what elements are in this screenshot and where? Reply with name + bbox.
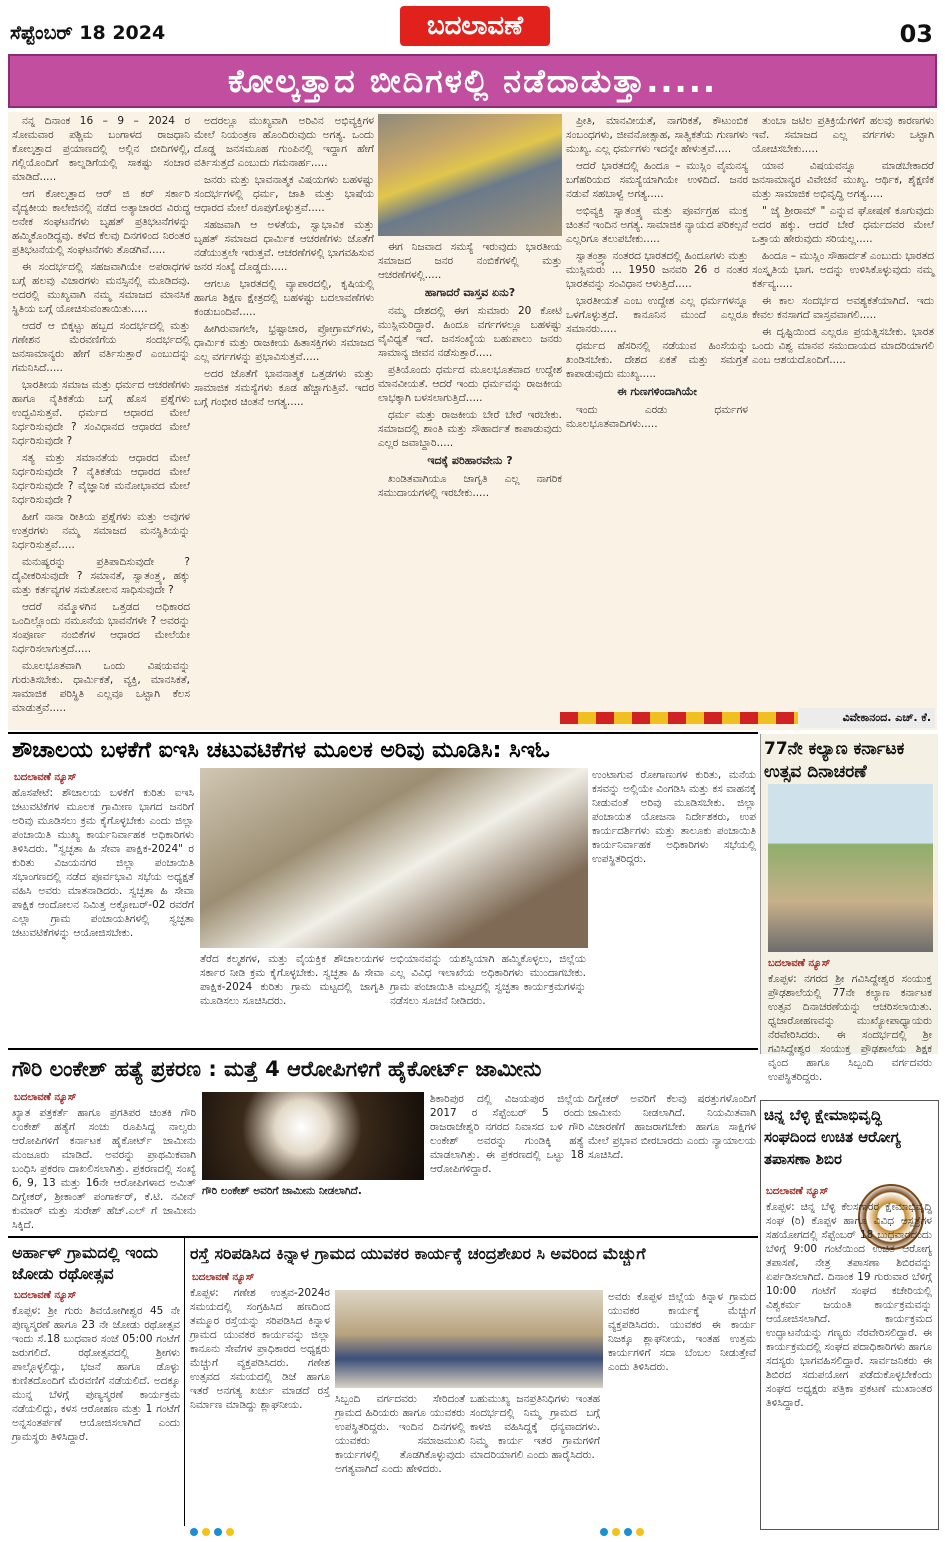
article-column: ಅಭಿಯಾನವನ್ನು ಯಶಸ್ವಿಯಾಗಿ ಹಮ್ಮಿಕೊಳ್ಳಲು, ಜಿಲ್ಲೆಯ ಎಲ್ಲ ವಿವಿಧ ಇಲಾಖೆಯ ಅಧಿಕಾರಿಗಳು ಮುಂದಾಗಬೇಕು. ಗ್ರಾಮ ಪಂಚಾಯಿತಿ ಮಟ್ಟದಲ್ಲಿ ಸ್ವಚ್ಛತಾ ಕಾರ್ಯಕ್ರಮಗಳನ್ನು ನಡೆಸಲು ಸೂಚನೆ ನೀಡಿದರು. bbox=[390, 953, 586, 1007]
paragraph: ಯಾವ ವಿಷಯವನ್ನೂ ಮಾಡಬೇಕಾದರೆ ಜನಸಾಮಾನ್ಯರ ವಿವೇಚನೆ ಮುಖ್ಯ. ಆರ್ಥಿಕ, ಶೈಕ್ಷಣಿಕ ಮತ್ತು ಸಾಮಾಜಿಕ ಅಭಿವೃದ್ಧಿ ಅಗತ್ಯ..... bbox=[752, 160, 934, 200]
paragraph: ಸ್ವಾತಂತ್ರ್ಯಾ ನಂತರದ ಭಾರತದಲ್ಲಿ ಹಿಂದೂಗಳು ಮತ್ತು ಮುಸ್ಲಿಮರು ... 1950 ಜನವರಿ 26 ರ ನಂತರ ಭಾರತವನ್ನು ಸಂವಿಧಾನ ಆಳುತ್ತಿದೆ..... bbox=[566, 250, 748, 290]
paragraph: ಈ ದೃಷ್ಟಿಯಿಂದ ಎಲ್ಲರೂ ಪ್ರಯತ್ನಿಸಬೇಕು. ಭಾರತ ಒಂದು ವಿಶ್ವ ಮಾನವ ಸಮುದಾಯದ ಮಾದರಿಯಾಗಲಿ ಎಂಬ ಆಶಯದೊಂದಿಗೆ..... bbox=[752, 326, 934, 366]
paragraph: ಹೀಗಿರುವಾಗಲೇ, ಭ್ರಷ್ಟಾಚಾರ, ಪ್ರೋಗ್ರಾಮ್‌ಗಳು, ಧಾರ್ಮಿಕ ಮತ್ತು ರಾಜಕೀಯ ಹಿತಾಸಕ್ತಿಗಳು ಸಮಾಜದ ಎಲ್ಲ ವರ್ಗಗಳನ್ನು ಪ್ರಭಾವಿಸುತ್ತವೆ..... bbox=[194, 323, 374, 363]
paragraph: ಮೂಲಭೂತವಾಗಿ ಒಂದು ವಿಷಯವನ್ನು ಗುರುತಿಸಬೇಕು. ಧಾರ್ಮಿಕತೆ, ವ್ಯಕ್ತಿ, ಮಾನಸಿಕತೆ, ಸಾಮಾಜಿಕ ಪರಿಸ್ಥಿತಿ ಎಲ್ಲವೂ ಒಟ್ಟಾಗಿ ಕೆಲಸ ಮಾಡುತ್ತವೆ..... bbox=[12, 660, 190, 714]
paragraph: ಆದರೆ ನಮ್ಮೊಳಗಿನ ಒತ್ತಡದ ಅಧಿಕಾರದ ಒಂದಿಲ್ಲೊಂದು ನಮೂನೆಯ ಭಾವನೆಗಳೇ ? ಅವರನ್ನು ಸಂಪೂರ್ಣ ನಂಬಿಕೆಗಳ ಆಧಾರದ ಮೇಲೆಯೇ ನಿರ್ಧರಿಸಲಾಗುತ್ತದೆ..... bbox=[12, 601, 190, 655]
feature-title: ಕೋಲ್ಕತ್ತಾದ ಬೀದಿಗಳಲ್ಲಿ ನಡೆದಾಡುತ್ತಾ..... bbox=[227, 62, 718, 100]
sidebar-body: ಕೊಪ್ಪಳ: ಚಿನ್ನ ಬೆಳ್ಳಿ ಕೆಲಸಗಾರರ ಕ್ಷೇಮಾಭಿವೃದ್ಧಿ ಸಂಘ (ರಿ) ಕೊಪ್ಪಳ ಹಾಗೂ ವಿವಿಧ ಆಸ್ಪತ್ರೆಗಳ ಸಹಯೋಗದಲ್ಲಿ ಸೆಪ್ಟೆಂಬರ್ 18 ಬುಧವಾರದಂದು ಬೆಳಿಗ್ಗೆ 9:00 ಗಂಟೆಯಿಂದ ಉಚಿತ ಆರೋಗ್ಯ ತಪಾಸಣೆ, ನೇತ್ರ ತಪಾಸಣಾ ಶಿಬಿರವನ್ನು ಏರ್ಪಡಿಸಲಾಗಿದೆ. ದಿನಾಂಕ 19 ಗುರುವಾರ ಬೆಳಿಗ್ಗೆ 10:00 ಗಂಟೆಗೆ ಸಂಘದ ಕಚೇರಿಯಲ್ಲಿ ವಿಶ್ವಕರ್ಮ ಜಯಂತಿ ಕಾರ್ಯಕ್ರಮವನ್ನು ಆಯೋಜಿಸಲಾಗಿದೆ. ಕಾರ್ಯಕ್ರಮದ ಉದ್ಘಾಟನೆಯನ್ನು ಗಣ್ಯರು ನೆರವೇರಿಸಲಿದ್ದಾರೆ. ಈ ಕಾರ್ಯಕ್ರಮದಲ್ಲಿ ಸಂಘದ ಪದಾಧಿಕಾರಿಗಳು ಹಾಗೂ ಸದಸ್ಯರು ಭಾಗವಹಿಸಲಿದ್ದಾರೆ. ಸಾರ್ವಜನಿಕರು ಈ ಶಿಬಿರದ ಸದುಪಯೋಗ ಪಡೆದುಕೊಳ್ಳಬೇಕೆಂದು ಸಂಘದ ಅಧ್ಯಕ್ಷರು ಪತ್ರಿಕಾ ಪ್ರಕಟಣೆ ಮುಖಾಂತರ ತಿಳಿಸಿದ್ದಾರೆ. bbox=[766, 1201, 932, 1409]
photo-caption: ಗೌರಿ ಲಂಕೇಶ್ ಅವರಿಗೆ ಜಾಮೀನು ನೀಡಲಾಗಿದೆ. bbox=[202, 1185, 362, 1197]
flag-hoisting-photo bbox=[768, 784, 933, 952]
dot bbox=[214, 1528, 222, 1536]
dot bbox=[226, 1528, 234, 1536]
paragraph: ಈ ಸಂದರ್ಭದಲ್ಲಿ ಸಹಜವಾಗಿಯೇ ಅಪರಾಧಗಳ ಬಗ್ಗೆ ಹಲವು ವಿಚಾರಗಳು ಮನಸ್ಸಿನಲ್ಲಿ ಮೂಡಿದವು. ಅದರಲ್ಲಿ ಮುಖ್ಯವಾಗಿ ನಮ್ಮ ಸಮಾಜದ ಮಾನಸಿಕ ಸ್ಥಿತಿಯ ಬಗ್ಗೆ ಯೋಚಿಸುವಂತಾಯಿತು..... bbox=[12, 261, 190, 315]
paragraph: ಇಂದು ಎರಡು ಧರ್ಮಗಳ ಮೂಲಭೂತವಾದಿಗಳು..... bbox=[566, 404, 748, 430]
newspaper-logo: ಬದಲಾವಣೆ bbox=[400, 6, 550, 46]
subheading: ಇದಕ್ಕೆ ಪರಿಹಾರವೇನು ? bbox=[427, 454, 513, 467]
article-column: ಕೊಪ್ಪಳ: ಗಣೇಶ ಉತ್ಸವ-2024ರ ಸಮಯದಲ್ಲಿ ಸಂಗ್ರಹಿಸಿದ ಹಣದಿಂದ ತಮ್ಮೂರ ರಸ್ತೆಯನ್ನು ಸರಿಪಡಿಸಿದ ಕಿನ್ನಾಳ ಗ್ರಾಮದ ಯುವಕರ ಕಾರ್ಯವನ್ನು ಜಿಲ್ಲಾ ಕಾನೂನು ಸೇವೆಗಳ ಪ್ರಾಧಿಕಾರದ ಅಧ್ಯಕ್ಷರು ಮೆಚ್ಚುಗೆ ವ್ಯಕ್ತಪಡಿಸಿದರು. ಗಣೇಶ ಉತ್ಸವದ ಸಮಯದಲ್ಲಿ ಡಿಜೆ ಹಾಗೂ ಇತರೆ ಅನಗತ್ಯ ಖರ್ಚು ಮಾಡದೆ ರಸ್ತೆ ನಿರ್ಮಾಣ ಮಾಡಿದ್ದು ಶ್ಲಾಘನೀಯ. bbox=[190, 1287, 330, 1411]
paragraph: ಭಾರತೀಯ ಸಮಾಜ ಮತ್ತು ಧರ್ಮದ ಆಚರಣೆಗಳು ಹಾಗೂ ನೈತಿಕತೆಯ ಬಗ್ಗೆ ಹೊಸ ಪ್ರಶ್ನೆಗಳು ಉದ್ಭವಿಸುತ್ತವೆ. ಧರ್ಮದ ಆಧಾರದ ಮೇಲೆ ನಿರ್ಧರಿಸುವುದೇ ? ಸಂವಿಧಾನದ ಆಧಾರದ ಮೇಲೆ ನಿರ್ಧರಿಸುವುದೇ ? bbox=[12, 379, 190, 447]
article-column: ಕೊಪ್ಪಳ: ಶ್ರೀ ಗುರು ಶಿವಯೋಗೀಶ್ವರ 45 ನೇ ಪುಣ್ಯಸ್ಮರಣೆ ಹಾಗೂ 23 ನೇ ಜೋಡು ರಥೋತ್ಸವ ಇಂದು ಸೆ.18 ಬುಧವಾರ ಸಂಜೆ 05:00 ಗಂಟೆಗೆ ಜರುಗಲಿದೆ. ರಥೋತ್ಸವದಲ್ಲಿ ಶ್ರೀಗಳು ಪಾಲ್ಗೊಳ್ಳಲಿದ್ದು, ಭಜನೆ ಹಾಗೂ ಡೊಳ್ಳು ಕುಣಿತದೊಂದಿಗೆ ಮೆರವಣಿಗೆ ನಡೆಯಲಿದೆ. ಅದಕ್ಕೂ ಮುನ್ನ ಬೆಳಗ್ಗೆ ಪುಣ್ಯಸ್ಮರಣೆ ಕಾರ್ಯಕ್ರಮ ನಡೆಯಲಿದ್ದು, ಕಳಸ ಆರೋಹಣ ಮತ್ತು 1 ಗಂಟೆಗೆ ಅನ್ನಸಂತರ್ಪಣೆ ಆಯೋಜಿಸಲಾಗಿದೆ ಎಂದು ಗ್ರಾಮಸ್ಥರು ತಿಳಿಸಿದ್ದಾರೆ. bbox=[12, 1305, 180, 1443]
article-column: ದಿಗ್ವೇಕರ್ ಅವರಿಗೆ ಕೆಲವು ಷರತ್ತುಗಳೊಂದಿಗೆ ಜಾಮೀನು ನೀಡಲಾಗಿದೆ. ನಿಯಮಿತವಾಗಿ ವಿಚಾರಣೆಗೆ ಹಾಜರಾಗಬೇಕು ಹಾಗೂ ಸಾಕ್ಷಿಗಳ ಮೇಲೆ ಪ್ರಭಾವ ಬೀರಬಾರದು ಎಂದು ನ್ಯಾಯಾಲಯ ಸೂಚಿಸಿದೆ. bbox=[588, 1093, 756, 1161]
divider bbox=[8, 1048, 758, 1050]
article-column: ಉಂಟಾಗುವ ರೋಗಾಣುಗಳ ಕುರಿತು, ಮನೆಯ ಕಸವನ್ನು ಅಲ್ಲಿಯೇ ವಿಂಗಡಿಸಿ ಮತ್ತು ಕಸ ವಾಹನಕ್ಕೆ ನೀಡುವಂತೆ ಅರಿವು ಮೂಡಿಸಬೇಕು. ಜಿಲ್ಲಾ ಪಂಚಾಯತ ಯೋಜನಾ ನಿರ್ದೇಶಕರು, ಉಪ ಕಾರ್ಯದರ್ಶಿಗಳು ಮತ್ತು ತಾಲೂಕು ಪಂಚಾಯಿತಿ ಕಾರ್ಯನಿರ್ವಾಹಕ ಅಧಿಕಾರಿಗಳು ಸಭೆಯಲ್ಲಿ ಉಪಸ್ಥಿತರಿದ್ದರು. bbox=[592, 769, 756, 865]
dot bbox=[190, 1528, 198, 1536]
feature-column-2 bbox=[194, 114, 374, 706]
paragraph: ಖಂಡಿತವಾಗಿಯೂ ಜಾಗೃತಿ ಎಲ್ಲ ನಾಗರಿಕ ಸಮುದಾಯಗಳಲ್ಲಿ ಇರಬೇಕು..... bbox=[378, 473, 562, 499]
feature-column-4 bbox=[566, 114, 748, 706]
paragraph: ಹೀಗೆ ನಾನಾ ರೀತಿಯ ಪ್ರಶ್ನೆಗಳು ಮತ್ತು ಅವುಗಳ ಉತ್ತರಗಳು ನಮ್ಮ ಸಮಾಜದ ಮನಸ್ಥಿತಿಯನ್ನು ನಿರ್ಧರಿಸುತ್ತವೆ..... bbox=[12, 511, 190, 551]
article-column: ಖ್ಯಾತ ಪತ್ರಕರ್ತೆ ಹಾಗೂ ಪ್ರಗತಿಪರ ಚಿಂತಕಿ ಗೌರಿ ಲಂಕೇಶ್ ಹತ್ಯೆಗೆ ಸಂಚು ರೂಪಿಸಿದ್ದ ನಾಲ್ವರು ಆರೋಪಿಗಳಿಗೆ ಕರ್ನಾಟಕ ಹೈಕೋರ್ಟ್ ಜಾಮೀನು ಮಂಜೂರು ಮಾಡಿದೆ. ಅವರನ್ನು ಪ್ರಾಥಮಿಕವಾಗಿ ಬಂಧಿಸಿ ಪ್ರಕರಣ ದಾಖಲಿಸಲಾಗಿತ್ತು. ಪ್ರಕರಣದಲ್ಲಿ ಸಂಖ್ಯೆ 6, 9, 13 ಮತ್ತು 16ನೇ ಆರೋಪಿಗಳಾದ ಅಮಿತ್ ದಿಗ್ವೇಕರ್, ಶ್ರೀಕಾಂತ್ ಪಂಗಾರ್ಕರ್, ಕೆ.ಟಿ. ನವೀನ್ ಕುಮಾರ್ ಮತ್ತು ಸುರೇಶ್ ಹೆಚ್.ಎಲ್ ಗೆ ಜಾಮೀನು ಸಿಕ್ಕಿದೆ. bbox=[12, 1107, 196, 1231]
article-column: ತೆರೆದ ಕಲ್ಮಶಗಳ, ಮತ್ತು ವೈಯಕ್ತಿಕ ಶೌಚಾಲಯಗಳ ಸರ್ಕಾರ ನೀಡಿ ಕ್ರಮ ಕೈಗೊಳ್ಳಬೇಕು. ಸ್ವಚ್ಛತಾ ಹಿ ಸೇವಾ ಪಾಕ್ಷಿಕ-2024 ಕುರಿತು ಗ್ರಾಮ ಮಟ್ಟದಲ್ಲಿ ಜಾಗೃತಿ ಮೂಡಿಸಲು ಸೂಚಿಸಿದರು. bbox=[200, 953, 384, 1007]
paragraph: ಆದರೆ ಭಾರತದಲ್ಲಿ ಹಿಂದೂ – ಮುಸ್ಲಿಂ ವೈಮನಸ್ಯ ಬಗೆಹರಿಯದ ಸಮಸ್ಯೆಯಾಗಿಯೇ ಉಳಿದಿದೆ. ಜನರ ನಡುವೆ ಸಹಬಾಳ್ವೆ ಅಗತ್ಯ..... bbox=[566, 160, 748, 200]
market-street-photo bbox=[378, 114, 562, 236]
article-column: ಬಹುಮುಖ್ಯ ಜನಪ್ರತಿನಿಧಿಗಳು ಇಂತಹ ಸಂದರ್ಭದಲ್ಲಿ ನಿಮ್ಮ ಗ್ರಾಮದ ಬಗ್ಗೆ ಕಾಳಜಿ ವಹಿಸಿದ್ದಕ್ಕೆ ಧನ್ಯವಾದಗಳು. ನಿಮ್ಮ ಕಾರ್ಯ ಇತರ ಗ್ರಾಮಗಳಿಗೆ ಮಾದರಿಯಾಗಲಿ ಎಂದು ಹಾರೈಸಿದರು. bbox=[470, 1393, 600, 1461]
article-byline: ಬದಲಾವಣೆ ನ್ಯೂಸ್ bbox=[14, 1092, 77, 1103]
paragraph: ಮನುಷ್ಯರನ್ನು ಪ್ರತಿಪಾದಿಸುವುದೇ ? ದೈವೀಕರಿಸುವುದೇ ? ಸಮಾನತೆ, ಸ್ವಾತಂತ್ರ್ಯ, ಹಕ್ಕು ಮತ್ತು ಕರ್ತವ್ಯಗಳ ಸಮತೋಲನ ಸಾಧಿಸುವುದೇ ? bbox=[12, 556, 190, 596]
sidebar-headline: ಚಿನ್ನ ಬೆಳ್ಳಿ ಕ್ಷೇಮಾಭಿವೃದ್ಧಿ ಸಂಘದಿಂದ ಉಚಿತ ಆರೋಗ್ಯ ತಪಾಸಣಾ ಶಿಬಿರ bbox=[764, 1106, 901, 1168]
paragraph: ಭಾರತೀಯತೆ ಎಂಬ ಉದ್ದೇಶ ಎಲ್ಲ ಧರ್ಮಗಳನ್ನೂ ಒಳಗೊಳ್ಳುತ್ತದೆ. ಕಾನೂನಿನ ಮುಂದೆ ಎಲ್ಲರೂ ಸಮಾನರು..... bbox=[566, 295, 748, 335]
article-headline: ಗೌರಿ ಲಂಕೇಶ್ ಹತ್ಯೆ ಪ್ರಕರಣ : ಮತ್ತೆ 4 ಆರೋಪಿಗಳಿಗೆ ಹೈಕೋರ್ಟ್ ಜಾಮೀನು bbox=[12, 1057, 542, 1081]
paragraph: ಈ ಕಾಲ ಸಂದರ್ಭದ ಅವಶ್ಯಕತೆಯಾಗಿದೆ. ಇದು ಕೇವಲ ಕನಸಾಗದೆ ವಾಸ್ತವವಾಗಲಿ..... bbox=[752, 295, 934, 321]
paragraph: " ಜೈ ಶ್ರೀರಾಮ್ " ಎನ್ನುವ ಘೋಷಣೆ ಕೂಗುವುದು ಅದರ ಹಕ್ಕು. ಆದರೆ ಬೇರೆ ಧರ್ಮದವರ ಮೇಲೆ ಒತ್ತಾಯ ಹೇರುವುದು ಸರಿಯಲ್ಲ..... bbox=[752, 205, 934, 245]
footer-decoration bbox=[0, 1528, 945, 1538]
paragraph: ಜನರು ಮತ್ತು ಭಾವನಾತ್ಮಕ ವಿಷಯಗಳು ಬಹಳಷ್ಟು ಸಂದರ್ಭಗಳಲ್ಲಿ ಧರ್ಮ, ಜಾತಿ ಮತ್ತು ಭಾಷೆಯ ಆಧಾರದ ಮೇಲೆ ರೂಪುಗೊಳ್ಳುತ್ತವೆ..... bbox=[194, 174, 374, 214]
dot bbox=[624, 1528, 632, 1536]
subheading: ಈ ಗುಣಗಳಿಂದಾಗಿಯೇ bbox=[617, 385, 697, 398]
article-byline: ಬದಲಾವಣೆ ನ್ಯೂಸ್ bbox=[14, 772, 77, 783]
paragraph: ಆಗ ಕೋಲ್ಕತ್ತಾದ ಆರ್ ಜಿ ಕರ್ ಸರ್ಕಾರಿ ವೈದ್ಯಕೀಯ ಕಾಲೇಜಿನಲ್ಲಿ ನಡೆದ ಅತ್ಯಾಚಾರದ ವಿರುದ್ಧ ಅನೇಕ ಸಂಘಟನೆಗಳು ಬೃಹತ್ ಪ್ರತಿಭಟನೆಗಳನ್ನು ಹಮ್ಮಿಕೊಂಡಿದ್ದವು. ಕಳೆದ ಕೆಲವು ದಿನಗಳಿಂದ ನಿರಂತರ ಪ್ರತಿಭಟನೆಯಲ್ಲಿ ಸಂಘಟನೆಗಳು ತೊಡಗಿವೆ..... bbox=[12, 188, 190, 256]
paragraph: ಪ್ರತಿಯೊಂದು ಧರ್ಮದ ಮೂಲಭೂತವಾದ ಉದ್ದೇಶ ಮಾನವೀಯತೆ. ಆದರೆ ಇಂದು ಧರ್ಮವನ್ನು ರಾಜಕೀಯ ಲಾಭಕ್ಕಾಗಿ ಬಳಸಲಾಗುತ್ತಿದೆ..... bbox=[378, 364, 562, 404]
dot bbox=[612, 1528, 620, 1536]
page-number: 03 bbox=[899, 20, 933, 48]
article-column: ಅವರು ಕೊಪ್ಪಳ ಜಿಲ್ಲೆಯ ಕಿನ್ನಾಳ ಗ್ರಾಮದ ಯುವಕರ ಕಾರ್ಯಕ್ಕೆ ಮೆಚ್ಚುಗೆ ವ್ಯಕ್ತಪಡಿಸಿದರು. ಯುವಕರ ಈ ಕಾರ್ಯ ನಿಜಕ್ಕೂ ಶ್ಲಾಘನೀಯ, ಇಂತಹ ಉತ್ತಮ ಕಾರ್ಯಗಳಿಗೆ ಸದಾ ಬೆಂಬಲ ನೀಡುತ್ತೇವೆ ಎಂದು ತಿಳಿಸಿದರು. bbox=[608, 1291, 756, 1373]
paragraph: ಅದರ ಜೊತೆಗೆ ಭಾವನಾತ್ಮಕ ಒತ್ತಡಗಳು ಮತ್ತು ಸಾಮಾಜಿಕ ಸಮಸ್ಯೆಗಳು ಕೂಡ ಹೆಚ್ಚಾಗುತ್ತಿವೆ. ಇದರ ಬಗ್ಗೆ ಗಂಭೀರ ಚಿಂತನೆ ಅಗತ್ಯ..... bbox=[194, 368, 374, 408]
sidebar-byline: ಬದಲಾವಣೆ ನ್ಯೂಸ್ bbox=[766, 1186, 829, 1197]
dot bbox=[636, 1528, 644, 1536]
paragraph: ನನ್ನ ದಿನಾಂಕ 16 – 9 – 2024 ರ ಸೋಮವಾರ ಪಶ್ಚಿಮ ಬಂಗಾಳದ ರಾಜಧಾನಿ ಕೋಲ್ಕತ್ತಾದ ಪ್ರಯಾಣದಲ್ಲಿ ಅಲ್ಲಿನ ಬೀದಿಗಳಲ್ಲಿ, ಗಲ್ಲಿಯೊಂದಿಗೆ ಕಾಲ್ನಡಿಗೆಯಲ್ಲಿ ಸಾಕಷ್ಟು ಸಂಚಾರ ಮಾಡಿದೆ..... bbox=[12, 115, 190, 183]
decorative-stripe bbox=[560, 712, 798, 724]
feature-column-1 bbox=[12, 114, 190, 714]
paragraph: ಸಹಜವಾಗಿ ಆ ಅಳತೆಯ, ಸ್ವಾಭಾವಿಕ ಮತ್ತು ಬೃಹತ್ ಸಮಾಜದ ಧಾರ್ಮಿಕ ಆಚರಣೆಗಳು ಜೊತೆಗೆ ನಡೆಯುತ್ತಲೇ ಇರುತ್ತವೆ. ಆಚರಣೆಗಳಲ್ಲಿ ಭಾಗವಹಿಸುವ ಜನರ ಸಂಖ್ಯೆ ದೊಡ್ಡದು..... bbox=[194, 219, 374, 273]
article-headline: ರಸ್ತೆ ಸರಿಪಡಿಸಿದ ಕಿನ್ನಾಳ ಗ್ರಾಮದ ಯುವಕರ ಕಾರ್ಯಕ್ಕೆ ಚಂದ್ರಶೇಖರ ಸಿ ಅವರಿಂದ ಮೆಚ್ಚುಗೆ bbox=[190, 1244, 646, 1263]
issue-date: ಸೆಪ್ಟೆಂಬರ್ 18 2024 bbox=[10, 22, 166, 44]
divider bbox=[8, 1236, 758, 1238]
paragraph: ನಮ್ಮ ದೇಶದಲ್ಲಿ ಈಗ ಸುಮಾರು 20 ಕೋಟಿ ಮುಸ್ಲಿಮರಿದ್ದಾರೆ. ಹಿಂದೂ ವರ್ಗಗಳಲ್ಲೂ ಬಹಳಷ್ಟು ವೈವಿಧ್ಯತೆ ಇದೆ. ಜನಸಂಖ್ಯೆಯ ಬಹುಪಾಲು ಜನರು ಸಾಮಾನ್ಯ ಜೀವನ ನಡೆಸುತ್ತಾರೆ..... bbox=[378, 305, 562, 359]
paragraph: ಅಭಿವ್ಯಕ್ತಿ ಸ್ವಾತಂತ್ರ್ಯ ಮತ್ತು ಪೂರ್ವಗ್ರಹ ಮುಕ್ತ ಚಿಂತನೆ ಇಂದಿನ ಅಗತ್ಯ. ಸಾಮಾಜಿಕ ನ್ಯಾಯದ ಪರಿಕಲ್ಪನೆ ಎಲ್ಲರಿಗೂ ತಲುಪಬೇಕು..... bbox=[566, 205, 748, 245]
meeting-photo bbox=[200, 768, 588, 948]
paragraph: ಧರ್ಮ ಮತ್ತು ರಾಜಕೀಯ ಬೇರೆ ಬೇರೆ ಇರಬೇಕು. ಸಮಾಜದಲ್ಲಿ ಶಾಂತಿ ಮತ್ತು ಸೌಹಾರ್ದತೆ ಕಾಪಾಡುವುದು ಎಲ್ಲರ ಜವಾಬ್ದಾರಿ..... bbox=[378, 409, 562, 449]
group-photo bbox=[335, 1290, 603, 1388]
paragraph: ಆದರೆ ಆ ಬಿಕ್ಕಟ್ಟು ಹಬ್ಬದ ಸಂದರ್ಭದಲ್ಲಿ ಮತ್ತು ಗಣೇಶನ ಮೆರವಣಿಗೆಯ ಸಂದರ್ಭದಲ್ಲಿ ಜನಸಾಮಾನ್ಯರು ಹೇಗೆ ವರ್ತಿಸುತ್ತಾರೆ ಎಂಬುದನ್ನು ಗಮನಿಸಿದೆ..... bbox=[12, 320, 190, 374]
article-column: ಹೊಸಪೇಟೆ: ಶೌಚಾಲಯ ಬಳಕೆಗೆ ಕುರಿತು ಐಇಸಿ ಚಟುವಟಿಕೆಗಳ ಮೂಲಕ ಗ್ರಾಮೀಣ ಭಾಗದ ಜನರಿಗೆ ಅರಿವು ಮೂಡಿಸಲು ಕ್ರಮ ಕೈಗೊಳ್ಳಬೇಕು ಎಂದು ಜಿಲ್ಲಾ ಪಂಚಾಯಿತಿ ಮುಖ್ಯ ಕಾರ್ಯನಿರ್ವಾಹಕ ಅಧಿಕಾರಿಗಳು ತಿಳಿಸಿದರು. "ಸ್ವಚ್ಛತಾ ಹಿ ಸೇವಾ ಪಾಕ್ಷಿಕ-2024" ರ ಕುರಿತು ವಿಜಯನಗರ ಜಿಲ್ಲಾ ಪಂಚಾಯಿತಿ ಸಭಾಂಗಣದಲ್ಲಿ ನಡೆದ ಪೂರ್ವಭಾವಿ ಸಭೆಯ ಅಧ್ಯಕ್ಷತೆ ವಹಿಸಿ ಅವರು ಮಾತನಾಡಿದರು. ಸ್ವಚ್ಛತಾ ಹಿ ಸೇವಾ ಪಾಕ್ಷಿಕ ಆಂದೋಲನ ನಿಮಿತ್ತ ಅಕ್ಟೋಬರ್-02 ರವರೆಗೆ ಎಲ್ಲಾ ಗ್ರಾಮ ಪಂಚಾಯತಿಗಳಲ್ಲಿ ಸ್ವಚ್ಛತಾ ಚಟುವಟಿಕೆಗಳನ್ನು ಆಯೋಜಿಸಬೇಕು. bbox=[12, 787, 194, 939]
paragraph: ಧರ್ಮದ ಹೆಸರಿನಲ್ಲಿ ನಡೆಯುವ ಹಿಂಸೆಯನ್ನು ಖಂಡಿಸಬೇಕು. ದೇಶದ ಏಕತೆ ಮತ್ತು ಸಮಗ್ರತೆ ಕಾಪಾಡುವುದು ಮುಖ್ಯ..... bbox=[566, 340, 748, 380]
article-byline: ಬದಲಾವಣೆ ನ್ಯೂಸ್ bbox=[14, 1290, 77, 1301]
masthead bbox=[0, 0, 945, 50]
paragraph: ಹಿಂದೂ – ಮುಸ್ಲಿಂ ಸೌಹಾರ್ದತೆ ಎಂಬುದು ಭಾರತದ ಸಂಸ್ಕೃತಿಯ ಭಾಗ. ಅದನ್ನು ಉಳಿಸಿಕೊಳ್ಳುವುದು ನಮ್ಮ ಕರ್ತವ್ಯ..... bbox=[752, 250, 934, 290]
gauri-lankesh-photo bbox=[202, 1092, 424, 1180]
divider bbox=[184, 1238, 185, 1526]
divider bbox=[8, 732, 758, 734]
article-column: ಸಿಬ್ಬಂದಿ ವರ್ಗದವರು ಸೇರಿದಂತೆ ಗ್ರಾಮದ ಹಿರಿಯರು ಹಾಗೂ ಯುವಕರು ಉಪಸ್ಥಿತರಿದ್ದರು. ಇಂದಿನ ದಿನಗಳಲ್ಲಿ ಯುವಕರು ಸಮಾಜಮುಖಿ ಕಾರ್ಯಗಳಲ್ಲಿ ತೊಡಗಿಕೊಳ್ಳುವುದು ಅಗತ್ಯವಾಗಿದೆ ಎಂದು ಹೇಳಿದರು. bbox=[335, 1393, 465, 1475]
paragraph: ಈಗ ನಿಜವಾದ ಸಮಸ್ಯೆ ಇರುವುದು ಭಾರತೀಯ ಸಮಾಜದ ಜನರ ನಂಬಿಕೆಗಳಲ್ಲಿ ಮತ್ತು ಆಚರಣೆಗಳಲ್ಲಿ..... bbox=[378, 241, 562, 281]
paragraph: ಆಗಲೂ ಭಾರತದಲ್ಲಿ ವ್ಯಾಪಾರದಲ್ಲಿ, ಕೃಷಿಯಲ್ಲಿ ಹಾಗೂ ಶಿಕ್ಷಣ ಕ್ಷೇತ್ರದಲ್ಲಿ ಬಹಳಷ್ಟು ಬದಲಾವಣೆಗಳು ಕಂಡುಬಂದಿವೆ..... bbox=[194, 278, 374, 318]
paragraph: ಸತ್ಯ ಮತ್ತು ಸಮಾನತೆಯ ಆಧಾರದ ಮೇಲೆ ನಿರ್ಧರಿಸುವುದೇ ? ನೈತಿಕತೆಯ ಆಧಾರದ ಮೇಲೆ ನಿರ್ಧರಿಸುವುದೇ ? ವೈಜ್ಞಾನಿಕ ಮನೋಭಾವದ ಮೇಲೆ ನಿರ್ಧರಿಸುವುದೇ ? bbox=[12, 452, 190, 506]
sidebar-headline: 77ನೇ ಕಲ್ಯಾಣ ಕರ್ನಾಟಕ ಉತ್ಸವ ದಿನಾಚರಣೆ bbox=[764, 739, 905, 782]
article-byline: ಬದಲಾವಣೆ ನ್ಯೂಸ್ bbox=[192, 1272, 255, 1283]
dot bbox=[600, 1528, 608, 1536]
feature-column-5 bbox=[752, 114, 934, 706]
feature-author: ವಿವೇಕಾನಂದ. ಎಚ್. ಕೆ. bbox=[798, 708, 935, 728]
dot bbox=[202, 1528, 210, 1536]
paragraph: ಪ್ರೀತಿ, ಮಾನವೀಯತೆ, ನಾಗರಿಕತೆ, ಕೌಟುಂಬಿಕ ಸಂಬಂಧಗಳು, ಜೀವನೋತ್ಸಾಹ, ಸಾತ್ವಿಕತೆಯ ಗುಣಗಳು ಮುಖ್ಯ. ಎಲ್ಲ ಧರ್ಮಗಳು ಇದನ್ನೇ ಹೇಳುತ್ತವೆ..... bbox=[566, 115, 748, 155]
article-headline: ಅರ್ಹಾಳ್ ಗ್ರಾಮದಲ್ಲಿ ಇಂದು ಜೋಡು ರಥೋತ್ಸವ bbox=[12, 1243, 159, 1283]
article-headline: ಶೌಚಾಲಯ ಬಳಕೆಗೆ ಐಇಸಿ ಚಟುವಟಿಕೆಗಳ ಮೂಲಕ ಅರಿವು ಮೂಡಿಸಿ: ಸಿಇಓ bbox=[12, 738, 550, 763]
subheading: ಹಾಗಾದರೆ ವಾಸ್ತವ ಏನು? bbox=[424, 286, 516, 299]
article-column: ಶಿಕಾರಿಪುರ ದಲ್ಲಿ ವಿಜಯಪುರ ಜಿಲ್ಲೆಯ 2017 ರ ಸೆಪ್ಟೆಂಬರ್ 5 ರಂದು ರಾಜರಾಜೇಶ್ವರಿ ನಗರದ ನಿವಾಸದ ಬಳಿ ಗೌರಿ ಲಂಕೇಶ್ ಅವರನ್ನು ಗುಂಡಿಕ್ಕಿ ಹತ್ಯೆ ಮಾಡಲಾಗಿತ್ತು. ಈ ಪ್ರಕರಣದಲ್ಲಿ ಒಟ್ಟು 18 ಆರೋಪಿಗಳಿದ್ದಾರೆ. bbox=[430, 1093, 584, 1175]
sidebar-body: ಕೊಪ್ಪಳ: ನಗರದ ಶ್ರೀ ಗವಿಸಿದ್ದೇಶ್ವರ ಸಂಯುಕ್ತ ಪ್ರೌಢಶಾಲೆಯಲ್ಲಿ 77ನೇ ಕಲ್ಯಾಣ ಕರ್ನಾಟಕ ಉತ್ಸವ ದಿನಾಚರಣೆಯನ್ನು ಆಚರಿಸಲಾಯಿತು. ಧ್ವಜಾರೋಹಣವನ್ನು ಮುಖ್ಯೋಪಾಧ್ಯಾಯರು ನೆರವೇರಿಸಿದರು. ಈ ಸಂದರ್ಭದಲ್ಲಿ ಶ್ರೀ ಗವಿಸಿದ್ದೇಶ್ವರ ಸಂಯುಕ್ತ ಪ್ರೌಢಶಾಲೆಯ ಶಿಕ್ಷಕ ವೃಂದ ಹಾಗೂ ಸಿಬ್ಬಂದಿ ವರ್ಗದವರು ಉಪಸ್ಥಿತರಿದ್ದರು. bbox=[768, 973, 932, 1083]
paragraph: ತುಂಬಾ ಜಟಿಲ ಪ್ರತಿಕ್ರಿಯೆಗಳಿಗೆ ಹಲವು ಕಾರಣಗಳು ಇವೆ. ಸಮಾಜದ ಎಲ್ಲ ವರ್ಗಗಳು ಒಟ್ಟಾಗಿ ಯೋಚಿಸಬೇಕು..... bbox=[752, 115, 934, 155]
paragraph: ಅದರಲ್ಲೂ ಮುಖ್ಯವಾಗಿ ಅರಿವಿನ ಅಭಿವ್ಯಕ್ತಿಗಳ ಮೇಲೆ ನಿಯಂತ್ರಣ ಹೊಂದಿರುವುದು ಅಗತ್ಯ. ಒಂದು ದೊಡ್ಡ ಜನಸಮೂಹ ಗುಂಪಿನಲ್ಲಿ ಇದ್ದಾಗ ಹೇಗೆ ವರ್ತಿಸುತ್ತದೆ ಎಂಬುದು ಗಮನಾರ್ಹ..... bbox=[194, 115, 374, 169]
feature-column-3 bbox=[378, 240, 562, 706]
sidebar-byline: ಬದಲಾವಣೆ ನ್ಯೂಸ್ bbox=[768, 958, 831, 969]
